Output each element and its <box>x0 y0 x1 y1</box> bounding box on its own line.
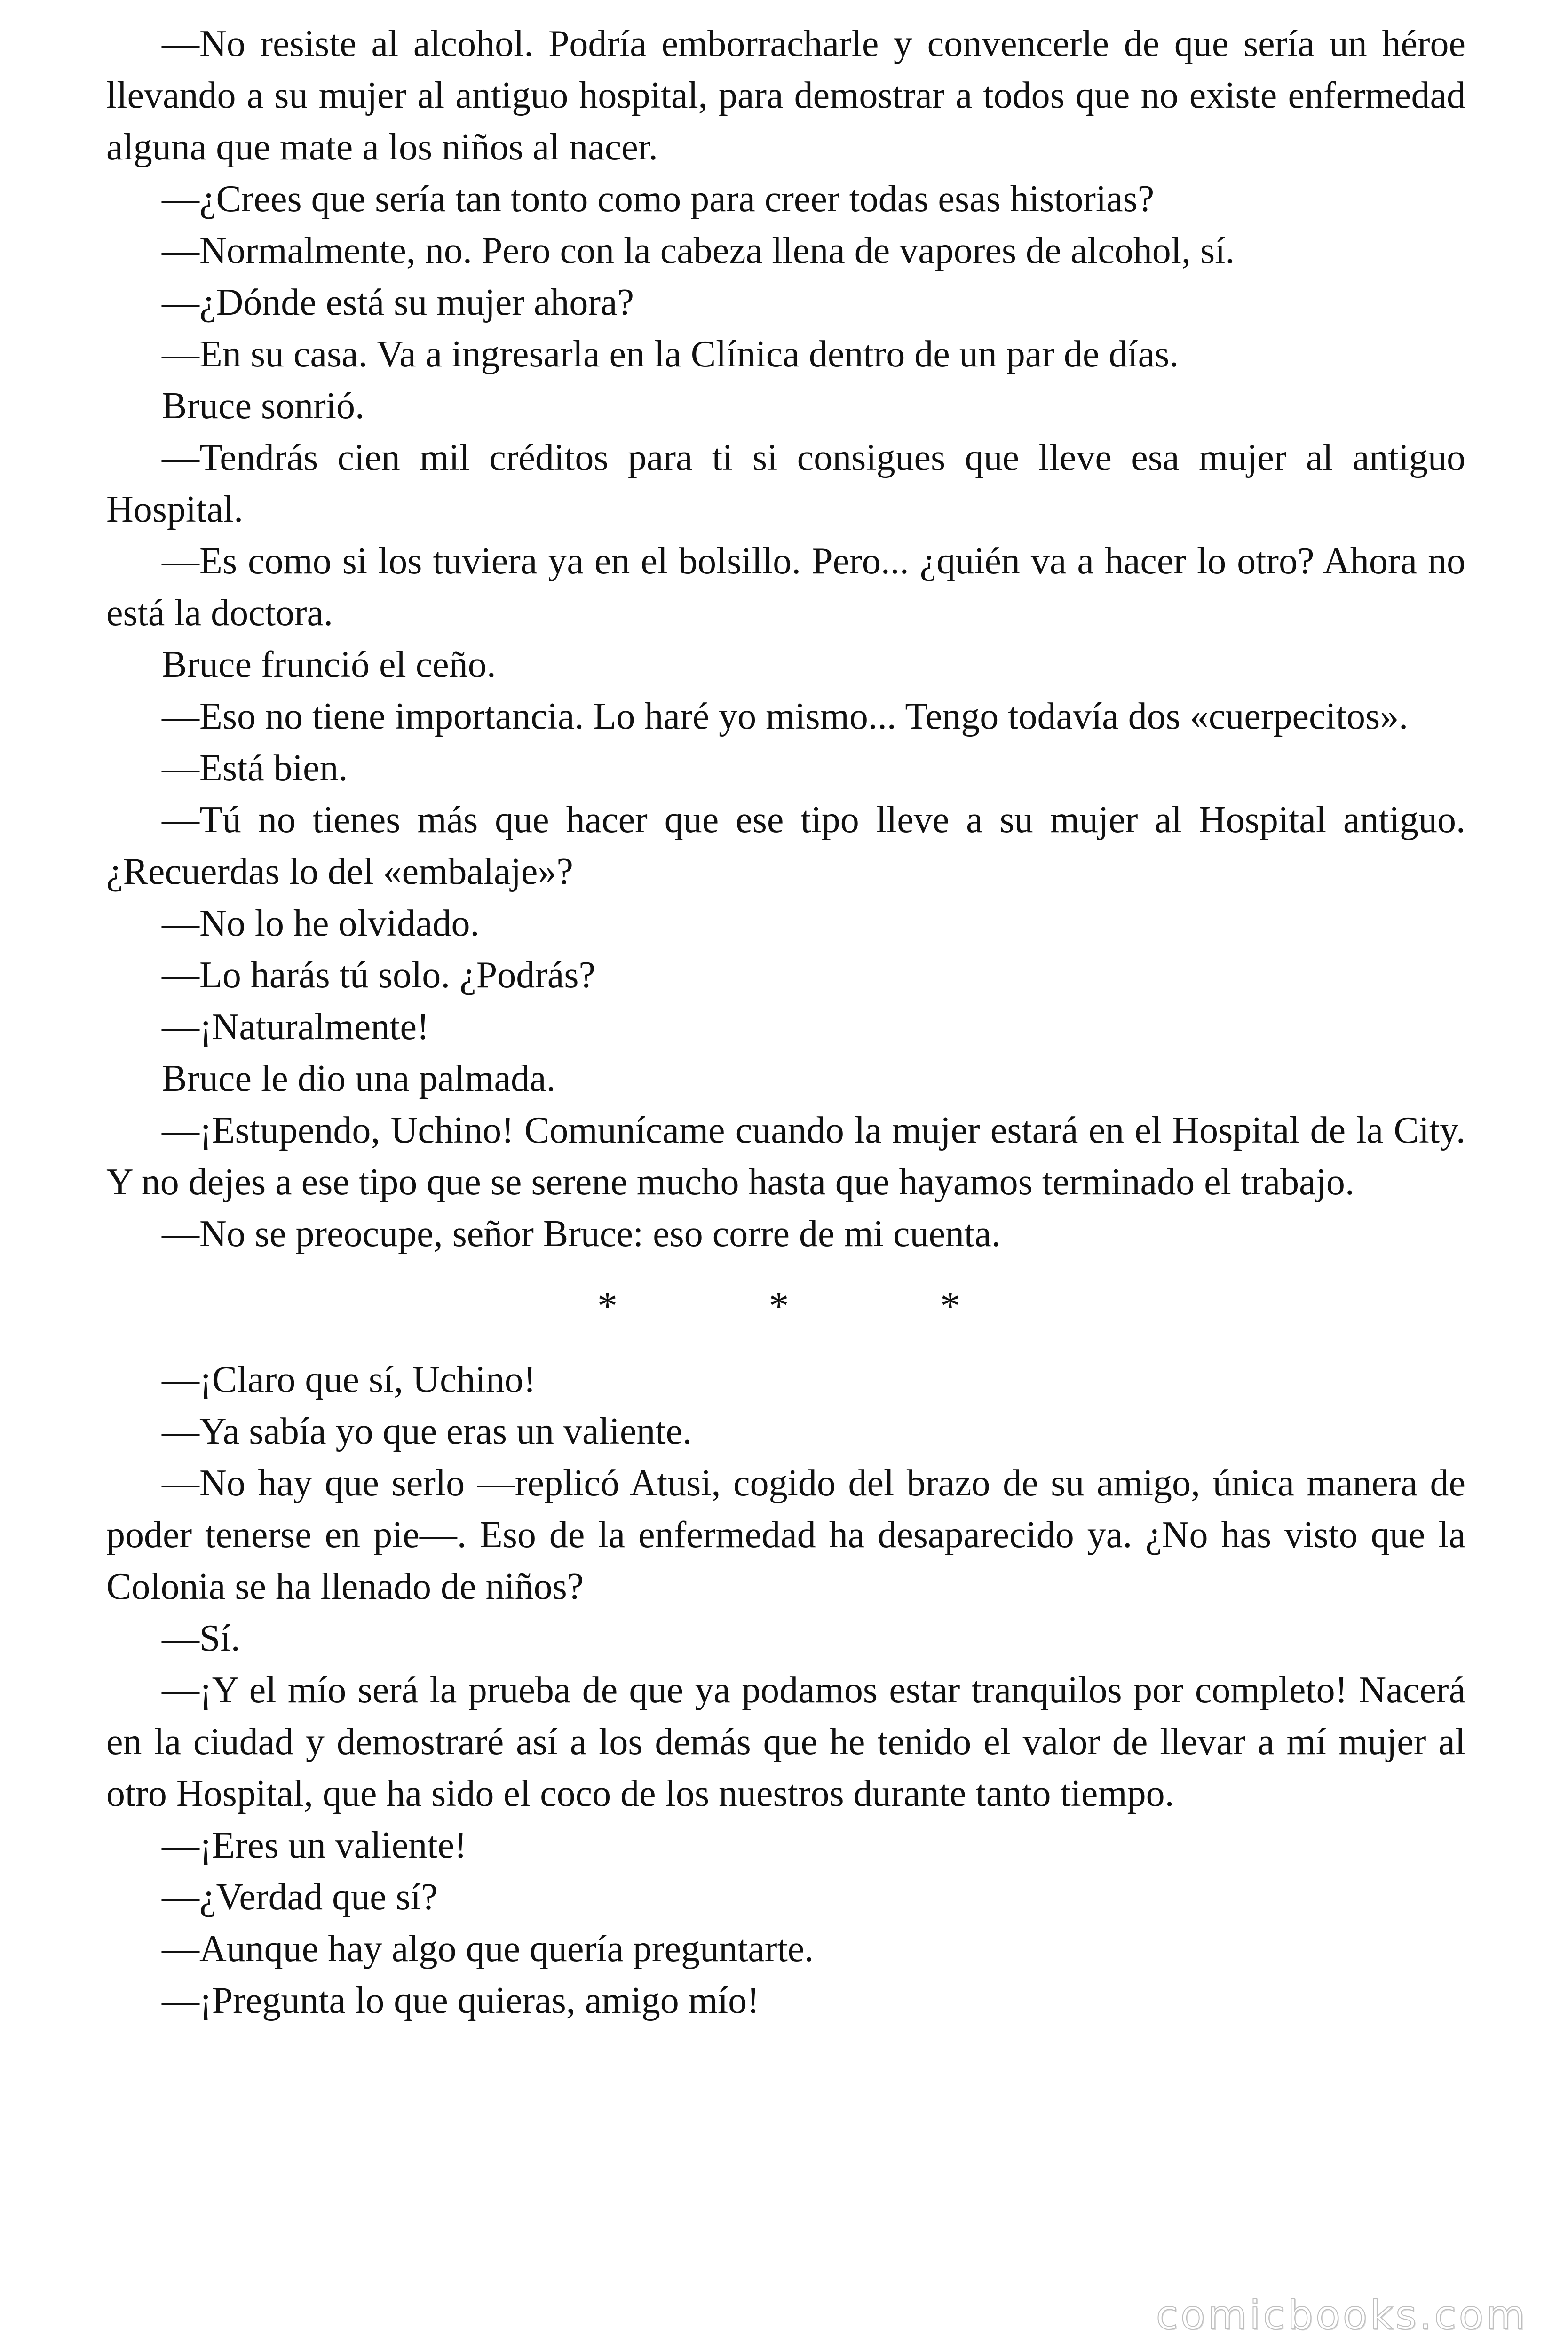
paragraph: —Normalmente, no. Pero con la cabeza llena de vapores de alcohol, sí. <box>162 230 1235 271</box>
paragraph: —Ya sabía yo que eras un valiente. <box>162 1411 692 1452</box>
paragraph: —¡Estupendo, Uchino! Comunícame cuando la mujer estará en el Hospital de la City. Y no dejes a ese tipo que se serene mucho hasta que hayamos terminado el trabajo. <box>106 1110 1465 1203</box>
paragraph: —No se preocupe, señor Bruce: eso corre de mi cuenta. <box>162 1213 1001 1255</box>
paragraph: Bruce sonrió. <box>162 385 365 427</box>
paragraph: Bruce frunció el ceño. <box>162 644 496 685</box>
paragraph: —Aunque hay algo que quería preguntarte. <box>162 1928 814 1970</box>
paragraph: —¡Claro que sí, Uchino! <box>162 1359 536 1400</box>
paragraph: —¿Dónde está su mujer ahora? <box>162 282 634 323</box>
paragraph: —Tendrás cien mil créditos para ti si consigues que lleve esa mujer al antiguo Hospital. <box>106 437 1465 530</box>
paragraph: —Es como si los tuviera ya en el bolsillo. Pero... ¿quién va a hacer lo otro? Ahora no está la doctora. <box>106 540 1465 634</box>
paragraph: —En su casa. Va a ingresarla en la Clínica dentro de un par de días. <box>162 334 1179 375</box>
paragraph: —No lo he olvidado. <box>162 903 480 944</box>
paragraph: —Está bien. <box>162 747 348 789</box>
scene-break: * * * <box>597 1283 1031 1328</box>
paragraph: —Lo harás tú solo. ¿Podrás? <box>162 954 596 996</box>
paragraph: —¡Pregunta lo que quieras, amigo mío! <box>162 1980 760 2021</box>
paragraph: —No hay que serlo —replicó Atusi, cogido del brazo de su amigo, única manera de poder tenerse en pie—. Eso de la enfermedad ha desaparecido ya. ¿No has visto que la Colonia se ha llenado de niños? <box>106 1462 1465 1607</box>
paragraph: Bruce le dio una palmada. <box>162 1058 556 1099</box>
paragraph: —No resiste al alcohol. Podría emborracharle y convencerle de que sería un héroe llevando a su mujer al antiguo hospital, para demostrar a todos que no existe enfermedad alguna que mate a los niños al nacer. <box>106 23 1465 168</box>
paragraph: —Eso no tiene importancia. Lo haré yo mismo... Tengo todavía dos «cuerpecitos». <box>162 696 1409 737</box>
paragraph: —¿Verdad que sí? <box>162 1876 438 1918</box>
paragraph: —¡Eres un valiente! <box>162 1825 467 1866</box>
paragraph: —Tú no tienes más que hacer que ese tipo lleve a su mujer al Hospital antiguo. ¿Recuerdas lo del «embalaje»? <box>106 799 1465 892</box>
text-column <box>106 18 1465 2026</box>
paragraph: —¡Naturalmente! <box>162 1006 429 1048</box>
paragraph: —Sí. <box>162 1618 240 1659</box>
paragraph: —¡Y el mío será la prueba de que ya podamos estar tranquilos por completo! Nacerá en la ciudad y demostraré así a los demás que he tenido el valor de llevar a mí mujer al otro Hospital, que ha sido el coco de los nuestros durante tanto tiempo. <box>106 1669 1465 1814</box>
paragraph: —¿Crees que sería tan tonto como para creer todas esas historias? <box>162 178 1155 220</box>
watermark: comicbooks.com <box>1156 2292 1528 2339</box>
